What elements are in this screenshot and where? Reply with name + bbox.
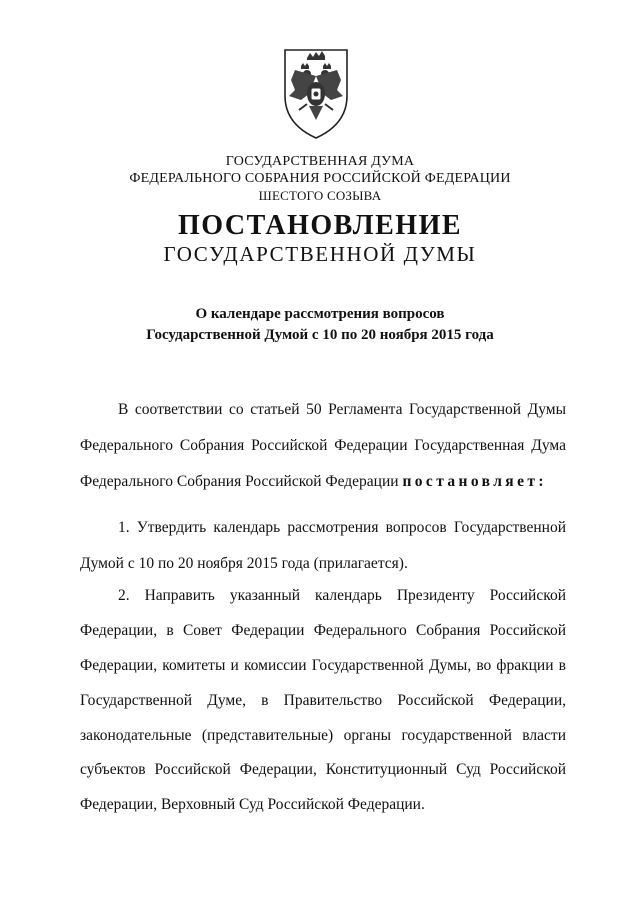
preamble-line: Федерального Собрания Российской Федерации Государственная Дума <box>80 437 566 454</box>
item2-line: Государственной Думе, в Правительство Российской Федерации, <box>80 692 566 709</box>
preamble-line-with-decision <box>80 473 566 491</box>
document-type-title: ПОСТАНОВЛЕНИЕ <box>177 210 463 241</box>
item2-line: Федерации, в Совет Федерации Федерального Собрания Российской <box>80 622 566 639</box>
decision-keyword: постановляет: <box>402 473 547 490</box>
item2-line: Федерации, Верховный Суд Российской Федерации. <box>80 796 425 813</box>
item2-line: законодательные (представительные) органы государственной власти <box>80 727 566 744</box>
item2-line: субъектов Российской Федерации, Конституционный Суд Российской <box>80 761 566 778</box>
document-issuer-subtitle: ГОСУДАРСТВЕННОЙ ДУМЫ <box>163 242 477 266</box>
convocation-line: ШЕСТОГО СОЗЫВА <box>258 188 382 203</box>
item1-line: 1. Утвердить календарь рассмотрения вопросов Государственной <box>118 519 566 536</box>
preamble-text: Федерального Собрания Российской Федерации <box>80 473 399 490</box>
document-subject-line: Государственной Думой с 10 по 20 ноября 2015 года <box>146 327 494 343</box>
item2-line: Федерации, комитеты и комиссии Государственной Думы, во фракции в <box>80 657 566 674</box>
item1-line: Думой с 10 по 20 ноября 2015 года (прилагается). <box>80 555 408 572</box>
state-emblem-icon <box>271 44 361 144</box>
preamble-line: В соответствии со статьей 50 Регламента Государственной Думы <box>118 401 566 418</box>
document-subject-line: О календаре рассмотрения вопросов <box>195 306 445 322</box>
issuer-name-line: ФЕДЕРАЛЬНОГО СОБРАНИЯ РОССИЙСКОЙ ФЕДЕРАЦИИ <box>129 171 511 186</box>
issuer-name-line: ГОСУДАРСТВЕННАЯ ДУМА <box>225 154 415 169</box>
item2-line: 2. Направить указанный календарь Президенту Российской <box>118 587 566 604</box>
